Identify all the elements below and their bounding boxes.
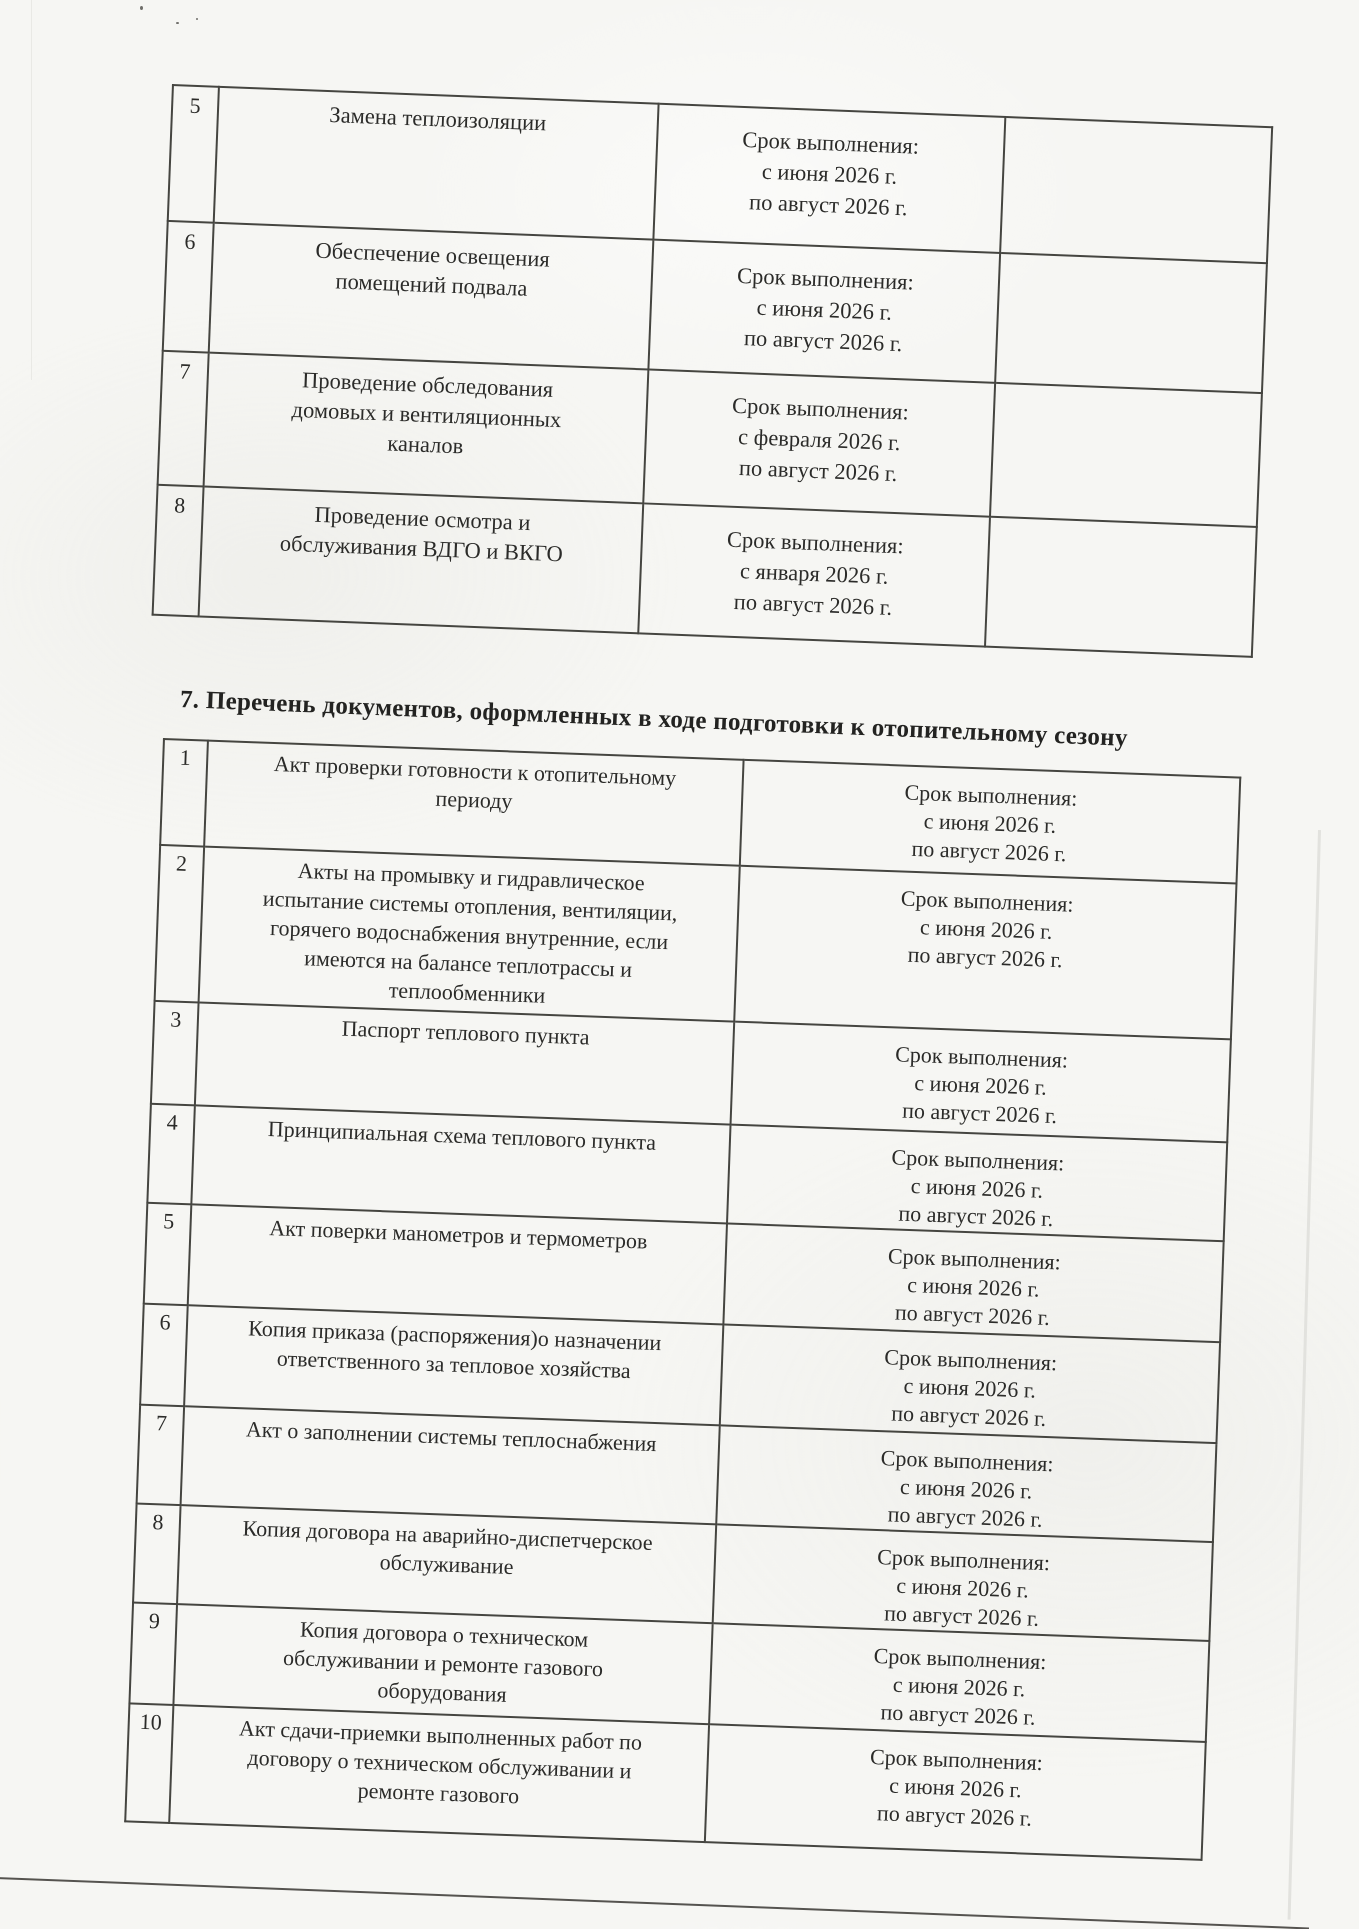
term-to: по август 2026 г. (898, 1200, 1054, 1232)
term-to: по август 2026 г. (894, 1299, 1051, 1331)
documents-table (124, 738, 1241, 1861)
document-name: Копия приказа (распоряжения)о назначении ответственного за тепловое хозяйства (247, 1315, 662, 1384)
row-number: 8 (153, 485, 204, 617)
term-from: с июня 2026 г. (888, 1772, 1023, 1803)
term-to: по август 2026 г. (733, 588, 893, 621)
row-number: 2 (155, 845, 205, 1002)
row-number: 5 (168, 85, 219, 223)
term-from: с июня 2026 г. (913, 1070, 1048, 1100)
term-label: Срок выполнения: (900, 885, 1074, 917)
term-cell (723, 1223, 1223, 1342)
scan-speck (196, 18, 198, 20)
work-name: Замена теплоизоляции (328, 102, 547, 136)
work-name: Проведение обследования домовых и вентиляционных каналов (291, 367, 562, 459)
note-cell (995, 253, 1267, 393)
term-from: с июня 2026 г. (895, 1572, 1030, 1603)
scan-streak (31, 0, 32, 380)
document-name: Паспорт теплового пункта (341, 1015, 590, 1050)
page-right-edge-shadow (1288, 830, 1321, 1920)
works-table (152, 84, 1274, 658)
term-to: по август 2026 г. (883, 1600, 1040, 1631)
row-number: 9 (129, 1602, 177, 1705)
row-number: 5 (144, 1203, 192, 1306)
term-from: с июня 2026 г. (761, 158, 898, 189)
page-bottom-edge-line (0, 1876, 1309, 1929)
term-to: по август 2026 г. (876, 1800, 1033, 1831)
term-from: с июня 2026 г. (919, 914, 1053, 944)
row-number: 1 (160, 739, 208, 847)
term-to: по август 2026 г. (907, 941, 1064, 973)
term-label: Срок выполнения: (891, 1144, 1065, 1176)
term-from: с июня 2026 г. (899, 1473, 1033, 1504)
term-from: с февраля 2026 г. (737, 424, 901, 456)
term-to: по август 2026 г. (738, 455, 898, 487)
term-cell (709, 1623, 1209, 1742)
scan-speck (176, 22, 179, 24)
row-number: 3 (151, 1001, 199, 1106)
row-number: 6 (163, 221, 214, 353)
document-name: Принципиальная схема теплового пункта (267, 1116, 657, 1155)
term-to: по август 2026 г. (880, 1699, 1036, 1730)
term-label: Срок выполнения: (883, 1344, 1058, 1376)
term-to: по август 2026 г. (911, 835, 1067, 867)
row-number: 7 (158, 351, 209, 487)
document-name: Копия договора на аварийно-диспетчерское обслуживание (242, 1515, 654, 1580)
document-name: Акт сдачи-приемки выполненных работ по договору о техническом обслуживании и ремонте газового (238, 1715, 643, 1809)
term-cell (734, 866, 1236, 1040)
note-cell (1000, 117, 1272, 263)
term-to: по август 2026 г. (743, 325, 903, 357)
term-cell (713, 1524, 1213, 1641)
term-cell (648, 240, 1000, 383)
note-cell (985, 517, 1257, 657)
term-label: Срок выполнения: (741, 126, 920, 159)
row-number: 4 (147, 1104, 195, 1205)
term-label: Срок выполнения: (894, 1041, 1069, 1073)
row-number: 8 (133, 1504, 181, 1605)
term-label: Срок выполнения: (731, 392, 910, 425)
section-heading: 7. Перечень документов, оформленных в ходе подготовки к отопительному сезону (179, 686, 1129, 752)
document-name: Акт проверки готовности к отопительному периоду (273, 750, 677, 814)
term-cell (720, 1324, 1220, 1443)
document-name: Копия договора о техническом обслуживании и ремонте газового оборудования (282, 1616, 604, 1707)
term-cell (731, 1022, 1231, 1143)
term-cell (716, 1425, 1216, 1542)
row-number: 6 (140, 1304, 188, 1407)
term-cell (705, 1724, 1206, 1860)
term-to: по август 2026 г. (901, 1097, 1058, 1129)
term-cell (653, 104, 1005, 253)
row-number: 7 (137, 1405, 185, 1506)
note-cell (990, 383, 1262, 527)
term-from: с января 2026 г. (739, 558, 889, 589)
term-label: Срок выполнения: (873, 1643, 1047, 1675)
term-label: Срок выполнения: (736, 262, 915, 295)
scan-speck (140, 6, 143, 10)
document-name: Акты на промывку и гидравлическое испытание системы отопления, вентиляции, горячего водоснабжения внутренние, если имеются на балансе теплотрассы и теплообменники (262, 857, 678, 1008)
term-from: с июня 2026 г. (903, 1372, 1037, 1403)
work-name: Обеспечение освещения помещений подвала (315, 237, 551, 301)
term-label: Срок выполнения: (876, 1544, 1051, 1576)
term-to: по август 2026 г. (748, 189, 908, 221)
term-label: Срок выполнения: (887, 1243, 1062, 1275)
work-name: Проведение осмотра и обслуживания ВДГО и ВКГО (279, 501, 564, 567)
term-to: по август 2026 г. (887, 1501, 1043, 1532)
term-label: Срок выполнения: (869, 1743, 1044, 1776)
term-from: с июня 2026 г. (756, 294, 893, 325)
term-label: Срок выполнения: (726, 526, 905, 559)
term-cell (740, 760, 1240, 884)
term-cell (727, 1125, 1227, 1242)
term-label: Срок выполнения: (880, 1445, 1054, 1477)
document-name: Акт поверки манометров и термометров (268, 1215, 648, 1254)
row-number: 10 (125, 1703, 173, 1822)
term-from: с июня 2026 г. (892, 1671, 1026, 1702)
term-from: с июня 2026 г. (910, 1173, 1044, 1203)
term-label: Срок выполнения: (904, 779, 1078, 811)
term-from: с июня 2026 г. (923, 808, 1057, 838)
document-name: Акт о заполнении системы теплоснабжения (245, 1416, 657, 1457)
term-to: по август 2026 г. (890, 1400, 1047, 1432)
term-from: с июня 2026 г. (906, 1271, 1040, 1302)
term-cell (638, 503, 990, 646)
term-cell (643, 369, 995, 516)
